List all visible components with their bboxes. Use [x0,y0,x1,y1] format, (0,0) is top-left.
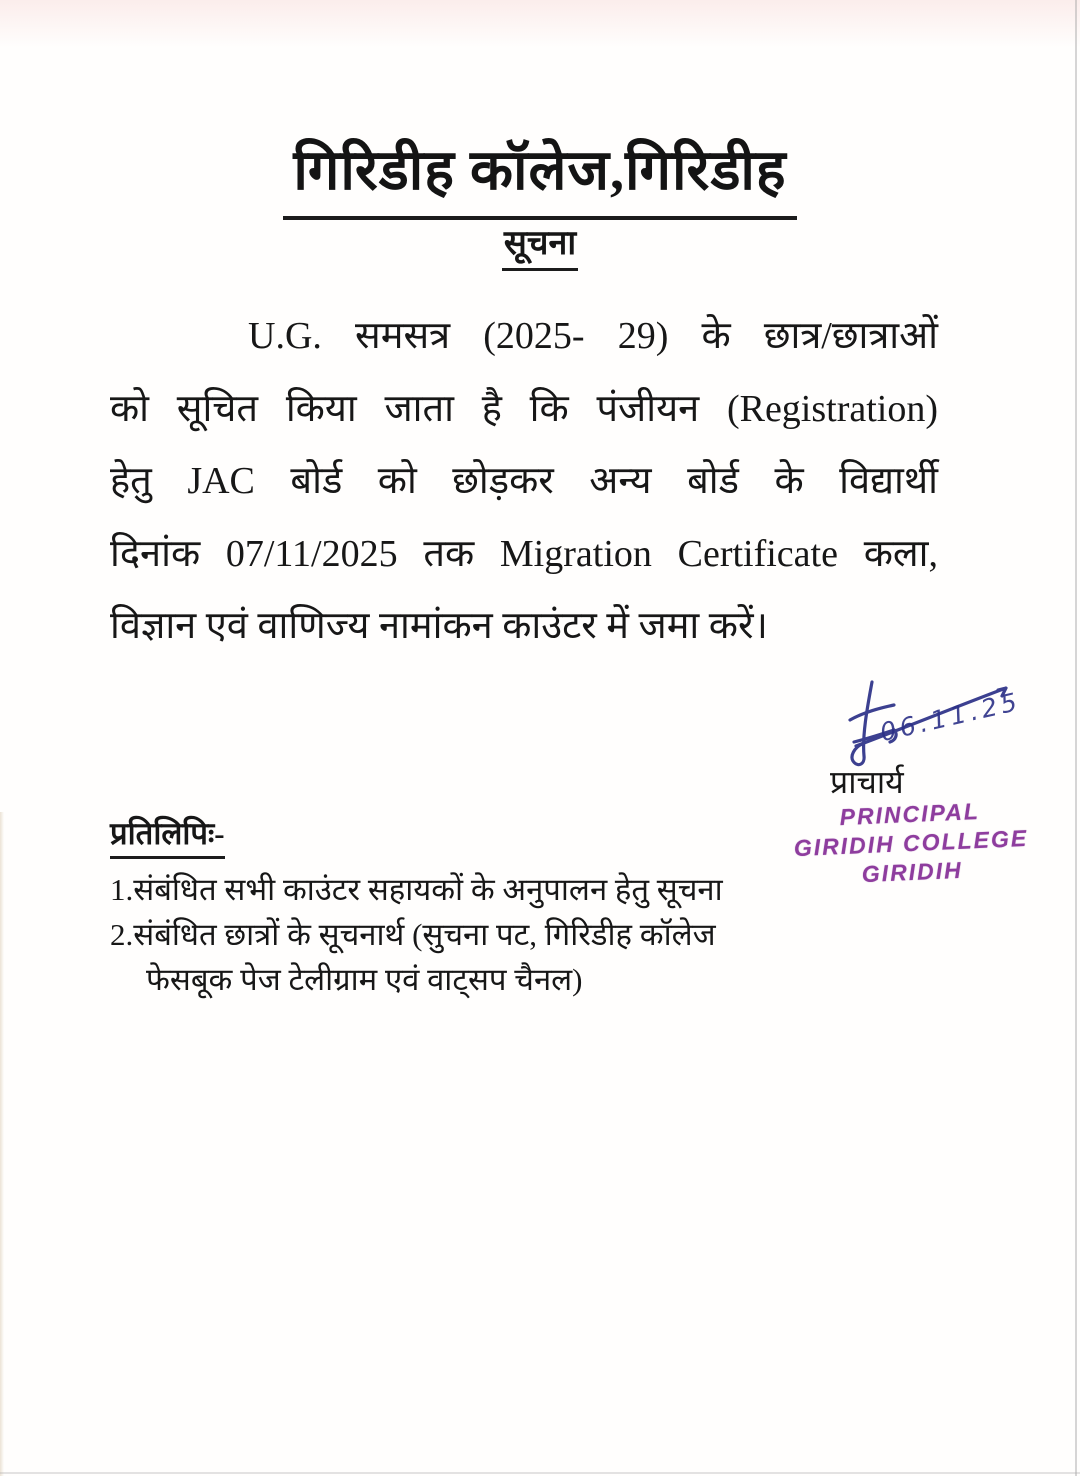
header [0,130,1080,220]
stamp-line: PRINCIPAL [839,797,981,831]
notice-line: U.G. समसत्र (2025- 29) के छात्र/छात्राओं [248,315,938,357]
signature-date: 06.11.25 [877,686,1024,748]
notice-line: विज्ञान एवं वाणिज्य नामांकन काउंटर में जमा करें। [110,605,768,647]
copy-to-section [110,812,810,1002]
notice-line: दिनांक 07/11/2025 तक Migration Certificate कला, [110,532,938,575]
copy-to-item: 1.संबंधित सभी काउंटर सहायकों के अनुपालन हेतु सूचना [110,872,723,907]
college-title: गिरिडीह कॉलेज,गिरिडीह [283,130,796,220]
copy-to-item: फेसबूक पेज टेलीग्राम एवं वाट्सप चैनल) [146,962,583,997]
notice-body [110,300,938,663]
notice-line: को सूचित किया जाता है कि पंजीयन (Registration) [110,387,938,430]
notice-line: हेतु JAC बोर्ड को छोड़कर अन्य बोर्ड के विद्यार्थी [110,460,938,502]
subheader [0,218,1080,271]
copy-to-heading: प्रतिलिपिः- [110,812,225,859]
scan-artifact-bottom-edge [0,1472,1080,1474]
scan-artifact-left-edge [0,812,4,1476]
stamp-line: GIRIDIH COLLEGE [793,824,1029,862]
designation-label: प्राचार्य [830,764,904,800]
copy-to-item: 2.संबंधित छात्रों के सूचनार्थ (सुचना पट, गिरिडीह कॉलेज [110,917,716,952]
stamp-line: GIRIDIH [861,856,964,888]
principal-stamp [786,795,1036,893]
notice-heading: सूचना [502,218,578,271]
scan-artifact-top-tint [0,0,1080,48]
